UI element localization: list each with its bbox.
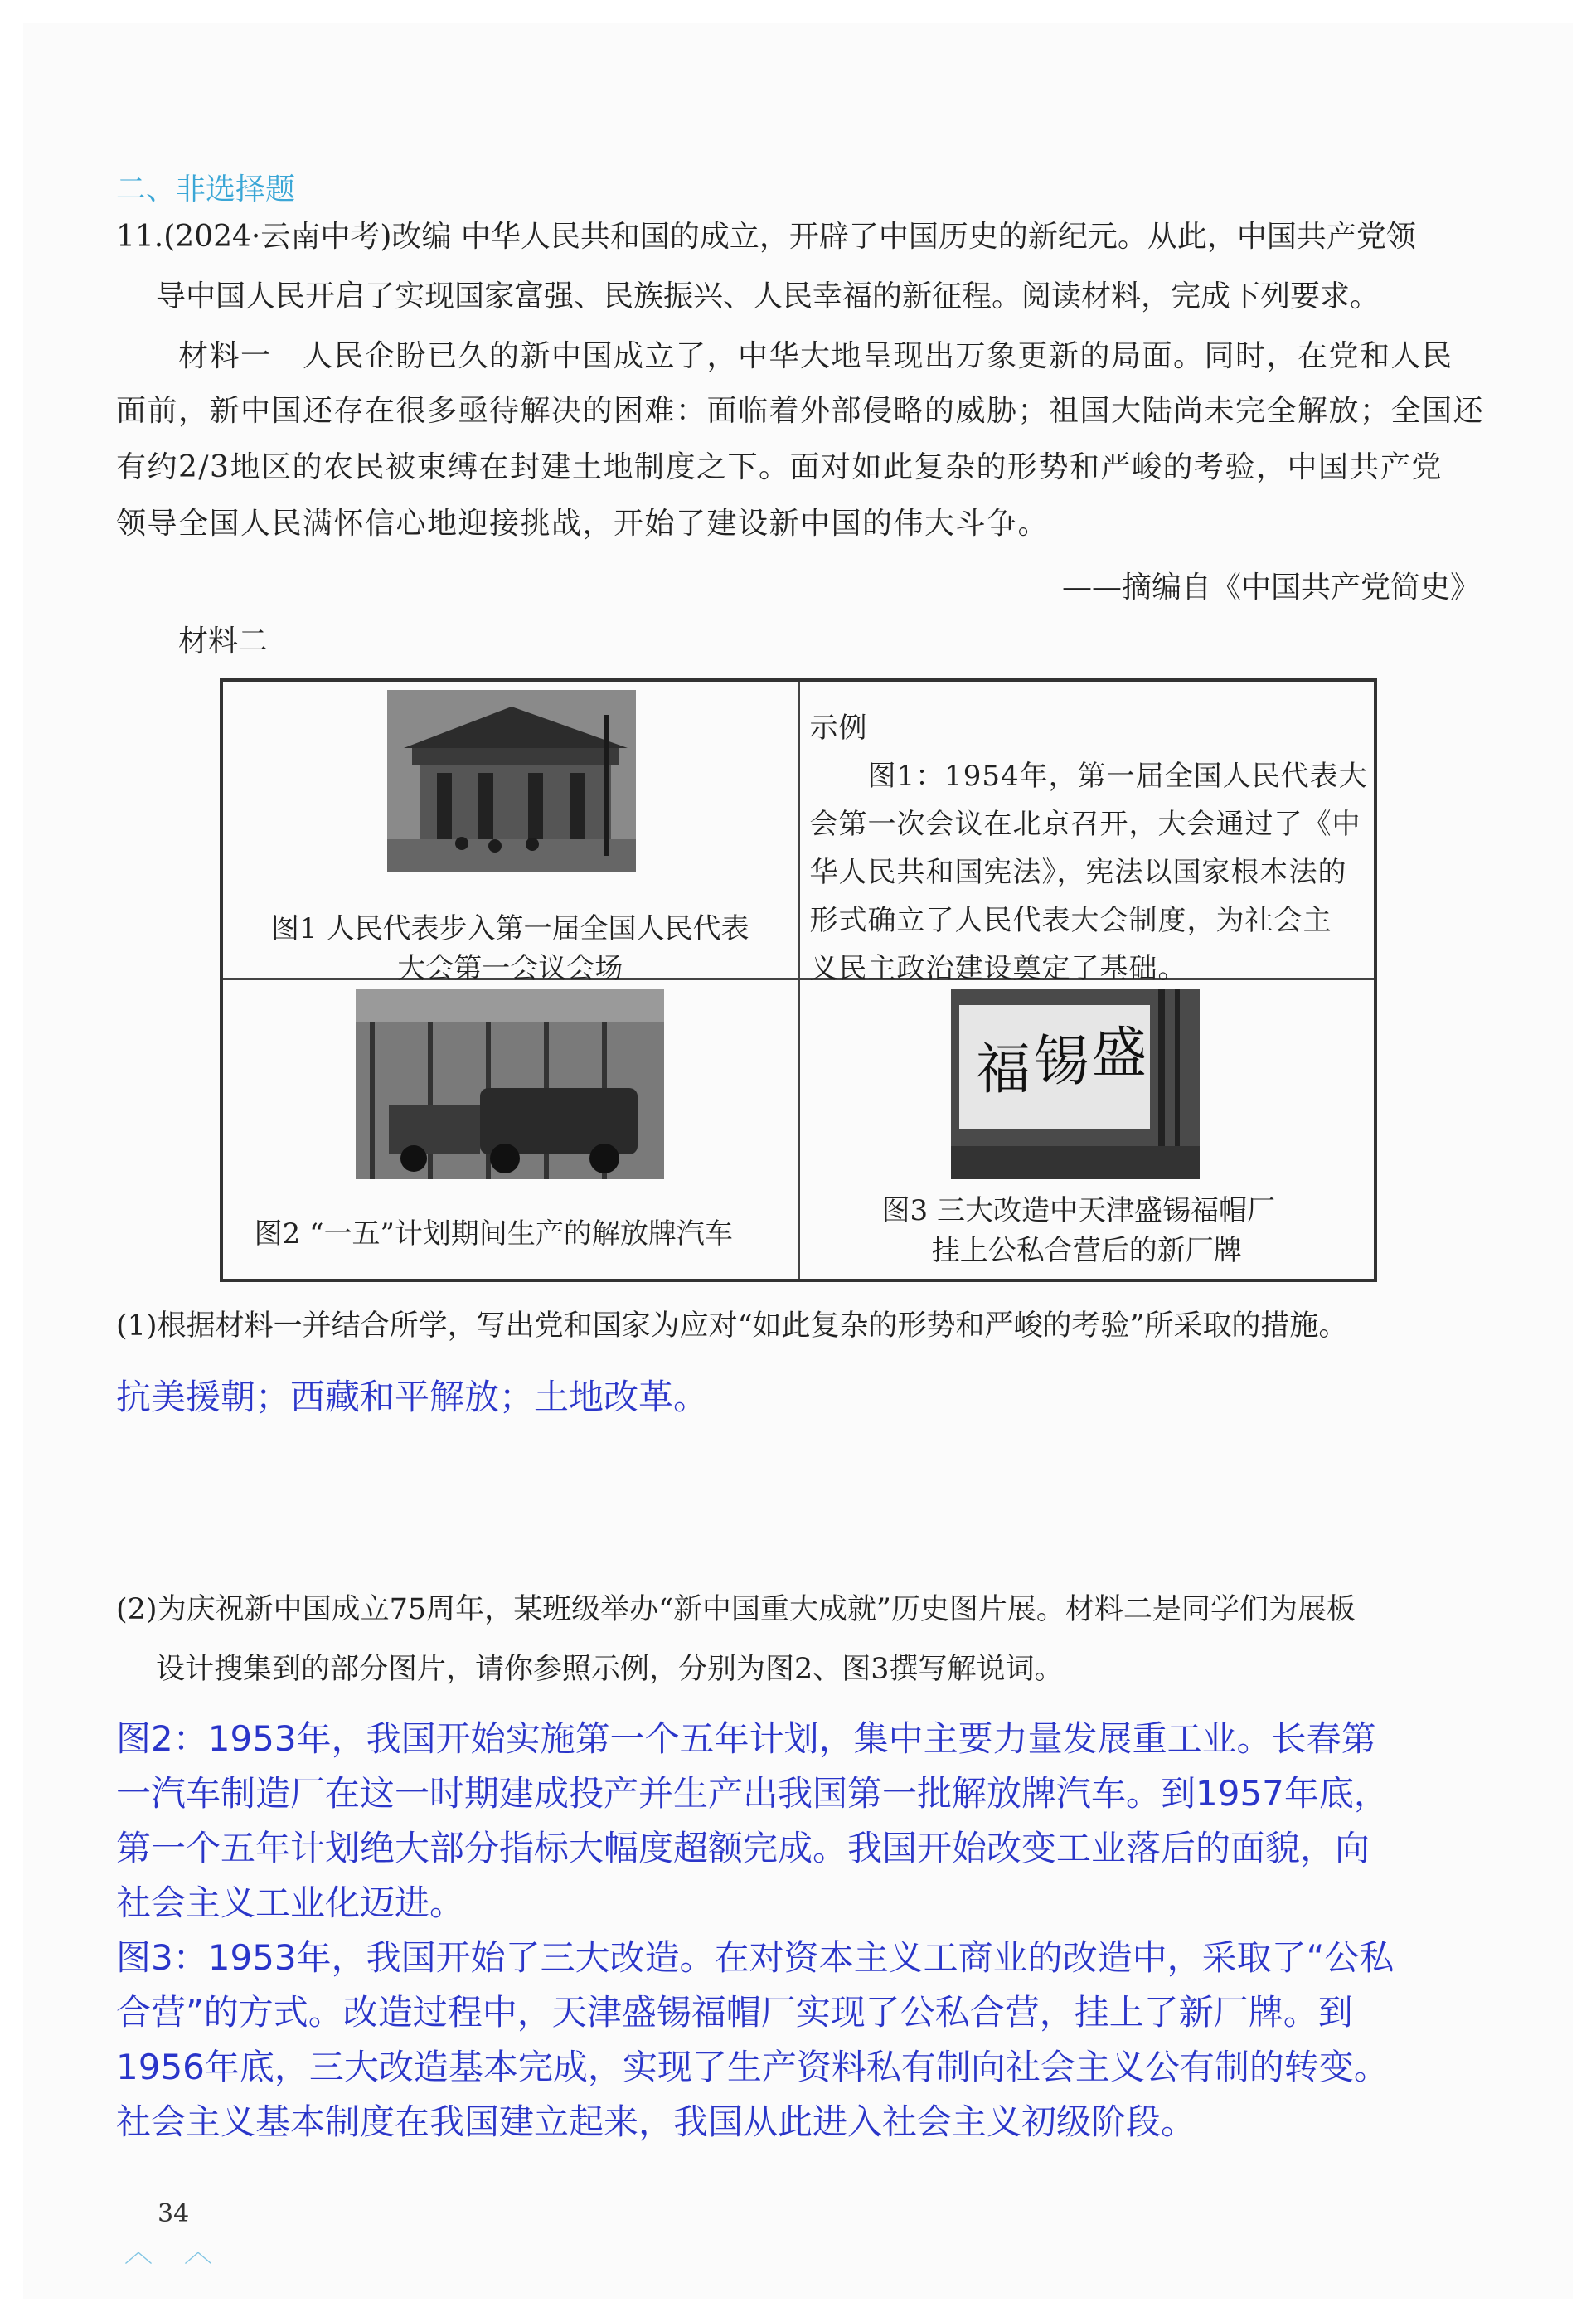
- example-line-3: 华人民共和国宪法》，宪法以国家根本法的: [809, 856, 1347, 889]
- example-line-1: 图1：1954年，第一届全国人民代表大: [867, 760, 1368, 793]
- material1-line-3: 有约2/3地区的农民被束缚在封建土地制度之下。面对如此复杂的形势和严峻的考验，中国共产党: [116, 450, 1443, 484]
- fig2-truck-factory-image: [356, 989, 664, 1179]
- fig1-caption-line-2: 大会第一会议会场: [397, 952, 623, 985]
- section-title: 二、非选择题: [116, 172, 296, 206]
- fig3-cell: [798, 979, 1375, 1280]
- material1-line-4: 领导全国人民满怀信心地迎接挑战，开始了建设新中国的伟大斗争。: [116, 507, 1050, 541]
- chevron-up-icon: ︿: [124, 2236, 153, 2269]
- example-line-4: 形式确立了人民代表大会制度，为社会主: [809, 904, 1332, 937]
- q2-answer-line-3: 第一个五年计划绝大部分指标大幅度超额完成。我国开始改变工业落后的面貌，向: [116, 1828, 1370, 1868]
- q2-prompt-line-1: (2)为庆祝新中国成立75周年，某班级举办“新中国重大成就”历史图片展。材料二是同学们为展板: [116, 1593, 1356, 1626]
- fig2-cell: [221, 979, 798, 1280]
- material2-label: 材料二: [178, 624, 269, 658]
- material1-line-2: 面前，新中国还存在很多亟待解决的困难：面临着外部侵略的威胁；祖国大陆尚未完全解放；全国还: [116, 394, 1485, 428]
- example-line-2: 会第一次会议在北京召开，大会通过了《中: [809, 808, 1361, 841]
- q2-answer-line-2: 一汽车制造厂在这一时期建成投产并生产出我国第一批解放牌汽车。到1957年底，: [116, 1773, 1389, 1814]
- fig1-caption-line-1: 图1 人民代表步入第一届全国人民代表: [271, 912, 749, 945]
- fig2-caption: 图2 “一五”计划期间生产的解放牌汽车: [254, 1217, 733, 1251]
- page-number: 34: [158, 2199, 190, 2228]
- q2-answer-line-5: 图3：1953年，我国开始了三大改造。在对资本主义工商业的改造中，采取了“公私: [116, 1937, 1395, 1978]
- q2-prompt-line-2: 设计搜集到的部分图片，请你参照示例，分别为图2、图3撰写解说词。: [156, 1653, 1064, 1686]
- q2-answer-line-1: 图2：1953年，我国开始实施第一个五年计划，集中主要力量发展重工业。长春第: [116, 1718, 1376, 1759]
- fig1-photo: [387, 690, 636, 872]
- example-line-5: 义民主政治建设奠定了基础。: [809, 952, 1187, 985]
- q2-answer-line-7: 1956年底，三大改造基本完成，实现了生产资料私有制向社会主义公有制的转变。: [116, 2047, 1389, 2087]
- fig3-signboard-image: [951, 989, 1200, 1179]
- example-cell: [798, 680, 1375, 985]
- fig3-caption-line-1: 图3 三大改造中天津盛锡福帽厂: [881, 1194, 1275, 1228]
- q1-answer: 抗美援朝；西藏和平解放；土地改革。: [116, 1377, 709, 1417]
- material2-figure-table: [220, 678, 1377, 1282]
- material1-source: ——摘编自《中国共产党简史》: [1061, 571, 1480, 605]
- fig1-building-image: [387, 690, 636, 872]
- fig2-photo: [356, 989, 664, 1179]
- q2-answer-line-8: 社会主义基本制度在我国建立起来，我国从此进入社会主义初级阶段。: [116, 2101, 1196, 2142]
- sign-char-2: 锡: [1033, 1029, 1089, 1094]
- q2-answer-line-6: 合营”的方式。改造过程中，天津盛锡福帽厂实现了公私合营，挂上了新厂牌。到: [116, 1992, 1353, 2033]
- q1-prompt: (1)根据材料一并结合所学，写出党和国家为应对“如此复杂的形势和严峻的考验”所采取的措施。: [116, 1309, 1348, 1343]
- chevron-up-icon: ︿: [184, 2236, 212, 2269]
- question-stem-line-2: 导中国人民开启了实现国家富强、民族振兴、人民幸福的新征程。阅读材料，完成下列要求。: [156, 279, 1380, 313]
- example-title: 示例: [809, 712, 868, 745]
- fig3-photo: [951, 989, 1200, 1179]
- fig3-caption-line-2: 挂上公私合营后的新厂牌: [931, 1234, 1242, 1268]
- sign-char-1: 福: [975, 1037, 1031, 1102]
- question-stem-line-1: 11.(2024·云南中考)改编 中华人民共和国的成立，开辟了中国历史的新纪元。从此，中国共产党领: [116, 220, 1416, 254]
- q2-answer-line-4: 社会主义工业化迈进。: [116, 1882, 465, 1923]
- sign-char-3: 盛: [1091, 1021, 1147, 1086]
- fig1-cell: [221, 680, 798, 985]
- material1-line-1: 材料一 人民企盼已久的新中国成立了，中华大地呈现出万象更新的局面。同时，在党和人民: [178, 339, 1453, 373]
